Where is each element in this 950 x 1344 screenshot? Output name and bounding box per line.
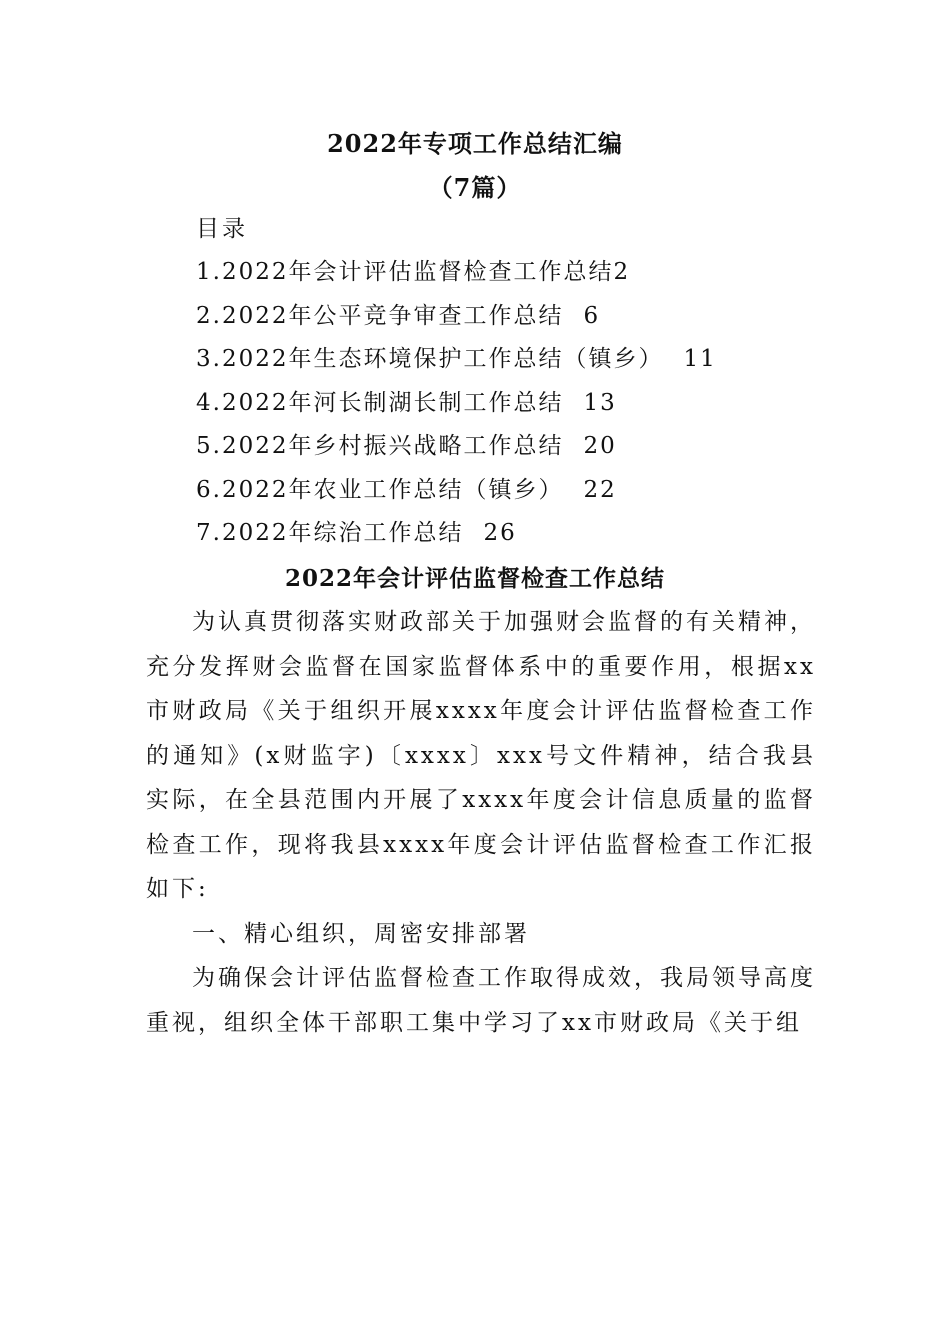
toc-item-label: 3.2022年生态环境保护工作总结（镇乡） — [196, 346, 664, 372]
toc-item — [196, 425, 836, 469]
toc-item — [196, 338, 836, 382]
toc-item — [196, 382, 836, 426]
toc-item — [196, 251, 836, 295]
toc-item-label: 6.2022年农业工作总结（镇乡） — [196, 476, 564, 503]
toc-item-page: 22 — [583, 476, 617, 503]
toc-item-label: 7.2022年综治工作总结 — [196, 520, 464, 546]
toc-item-label: 2.2022年公平竞争审查工作总结 — [196, 302, 564, 329]
toc-item — [196, 512, 836, 556]
paragraph: 为确保会计评估监督检查工作取得成效，我局领导高度重视，组织全体干部职工集中学习了xx市财政局《关于组 — [146, 965, 816, 1036]
toc-item-page: 20 — [583, 433, 617, 459]
table-of-contents — [196, 208, 836, 556]
toc-item-label: 5.2022年乡村振兴战略工作总结 — [196, 433, 564, 459]
toc-item — [196, 469, 836, 513]
toc-item-page: 11 — [683, 346, 717, 372]
paragraph: 为认真贯彻落实财政部关于加强财会监督的有关精神，充分发挥财会监督在国家监督体系中的重要作用，根据xx市财政局《关于组织开展xxxx年度会计评估监督检查工作的通知》(x财监字)〔xxxx〕xxx号文件精神，结合我县实际，在全县范围内开展了xxxx年度会计信息质量的监督检查工作，现将我县xxxx年度会计评估监督检查工作汇报如下: — [146, 609, 816, 902]
document-subtitle: （7篇） — [428, 173, 522, 202]
toc-item-page: 13 — [583, 389, 617, 416]
section-title: 2022年会计评估监督检查工作总结 — [284, 565, 665, 592]
paragraph-heading: 一、精心组织，周密安排部署 — [192, 920, 530, 947]
toc-item-page: 26 — [483, 520, 517, 546]
toc-item — [196, 295, 836, 339]
body-text — [146, 600, 816, 1045]
toc-heading: 目录 — [196, 216, 248, 242]
toc-item-label: 4.2022年河长制湖长制工作总结 — [196, 389, 564, 416]
toc-item-page: 6 — [583, 302, 601, 329]
toc-item-label: 1.2022年会计评估监督检查工作总结 — [196, 259, 614, 285]
document-title: 2022年专项工作总结汇编 — [327, 129, 623, 158]
toc-item-page: 2 — [613, 259, 631, 285]
